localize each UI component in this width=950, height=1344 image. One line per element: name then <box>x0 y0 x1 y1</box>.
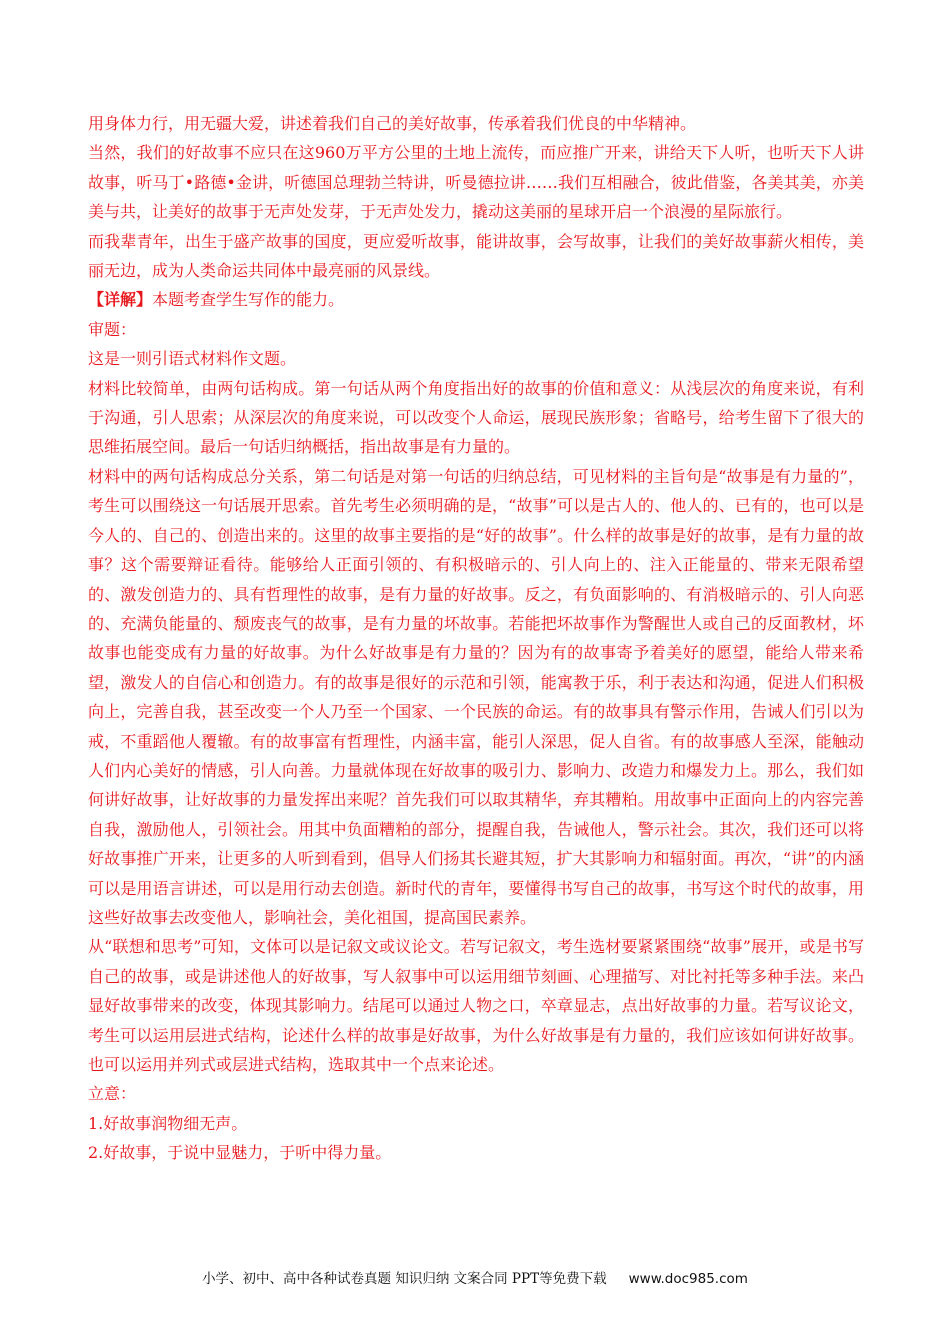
idea-number-1: 1. <box>88 1113 104 1133</box>
idea-number-2: 2. <box>88 1143 104 1163</box>
footer-url[interactable]: www.doc985.com <box>628 1271 748 1287</box>
idea-item-2 <box>88 1138 864 1167</box>
intro-paragraph-3: 而我辈青年，出生于盛产故事的国度，更应爱听故事，能讲故事，会写故事，让我们的美好故事薪火相传，美丽无边，成为人类命运共同体中最亮丽的风景线。 <box>88 231 864 281</box>
review-paragraph-3: 材料中的两句话构成总分关系，第二句话是对第一句话的归纳总结，可见材料的主旨句是“故事是有力量的”，考生可以围绕这一句话展开思索。首先考生必须明确的是，“故事”可以是古人的、他人的、已有的，也可以是今人的、自己的、创造出来的。这里的故事主要指的是“好的故事”。什么样的故事是好的故事，是有力量的故事？这个需要辩证看待。能够给人正面引领的、有积极暗示的、引人向上的、注入正能量的、带来无限希望的、激发创造力的、具有哲理性的故事，是有力量的好故事。反之，有负面影响的、有消极暗示的、引人向恶的、充满负能量的、颓废丧气的故事，是有力量的坏故事。若能把坏故事作为警醒世人或自己的反面教材，坏故事也能变成有力量的好故事。为什么好故事是有力量的？因为有的故事寄予着美好的愿望，能给人带来希望，激发人的自信心和创造力。有的故事是很好的示范和引领，能寓教于乐，利于表达和沟通，促进人们积极向上，完善自我，甚至改变一个人乃至一个国家、一个民族的命运。有的故事具有警示作用，告诫人们引以为戒，不重蹈他人覆辙。有的故事富有哲理性，内涵丰富，能引人深思，促人自省。有的故事感人至深，能触动人们内心美好的情感，引人向善。力量就体现在好故事的吸引力、影响力、改造力和爆发力上。那么，我们如何讲好故事，让好故事的力量发挥出来呢？首先我们可以取其精华，弃其糟粕。用故事中正面向上的内容完善自我，激励他人，引领社会。用其中负面糟粕的部分，提醒自我，告诫他人，警示社会。其次，我们还可以将好故事推广开来，让更多的人听到看到，倡导人们扬其长避其短，扩大其影响力和辐射面。再次，“讲”的内涵可以是用语言讲述，可以是用行动去创造。新时代的青年，要懂得书写自己的故事，书写这个时代的故事，用这些好故事去改变他人，影响社会，美化祖国，提高国民素养。 <box>88 466 864 927</box>
review-paragraph-4: 从“联想和思考”可知，文体可以是记叙文或议论文。若写记叙文，考生选材要紧紧围绕“故事”展开，或是书写自己的故事，或是讲述他人的好故事，写人叙事中可以运用细节刻画、心理描写、对比衬托等多种手法。来凸显好故事带来的改变，体现其影响力。结尾可以通过人物之口，卒章显志，点出好故事的力量。若写议论文，考生可以运用层进式结构，论述什么样的故事是好故事，为什么好故事是有力量的，我们应该如何讲好故事。也可以运用并列式或层进式结构，选取其中一个点来论述。 <box>88 937 864 1074</box>
document-body <box>88 109 864 1168</box>
idea-item-1 <box>88 1109 864 1138</box>
detail-label: 【详解】 <box>88 290 153 310</box>
intro-paragraph-2: 当然，我们的好故事不应只在这960万平方公里的土地上流传，而应推广开来，讲给天下人听，也听天下人讲故事，听马丁•路德•金讲，听德国总理勃兰特讲，听曼德拉讲……我们互相融合，彼此借鉴，各美其美，亦美美与共，让美好的故事于无声处发芽，于无声处发力，撬动这美丽的星球开启一个浪漫的星际旅行。 <box>88 143 864 222</box>
idea-text-1: 好故事润物细无声。 <box>103 1113 248 1133</box>
idea-text-2: 好故事，于说中显魅力，于听中得力量。 <box>103 1143 392 1163</box>
page-footer <box>0 1267 950 1287</box>
review-heading: 审题： <box>88 319 137 339</box>
idea-heading: 立意： <box>88 1084 137 1104</box>
intro-paragraph-1: 用身体力行，用无疆大爱，讲述着我们自己的美好故事，传承着我们优良的中华精神。 <box>88 114 697 133</box>
detail-text: 本题考查学生写作的能力。 <box>152 290 345 310</box>
review-paragraph-1: 这是一则引语式材料作文题。 <box>88 349 297 369</box>
footer-text: 小学、初中、高中各种试卷真题 知识归纳 文案合同 PPT等免费下载 <box>202 1271 607 1287</box>
detail-line <box>88 285 864 314</box>
review-paragraph-2: 材料比较简单，由两句话构成。第一句话从两个角度指出好的故事的价值和意义：从浅层次的角度来说，有利于沟通，引人思索；从深层次的角度来说，可以改变个人命运，展现民族形象；省略号，给考生留下了很大的思维拓展空间。最后一句话归纳概括，指出故事是有力量的。 <box>88 378 864 457</box>
